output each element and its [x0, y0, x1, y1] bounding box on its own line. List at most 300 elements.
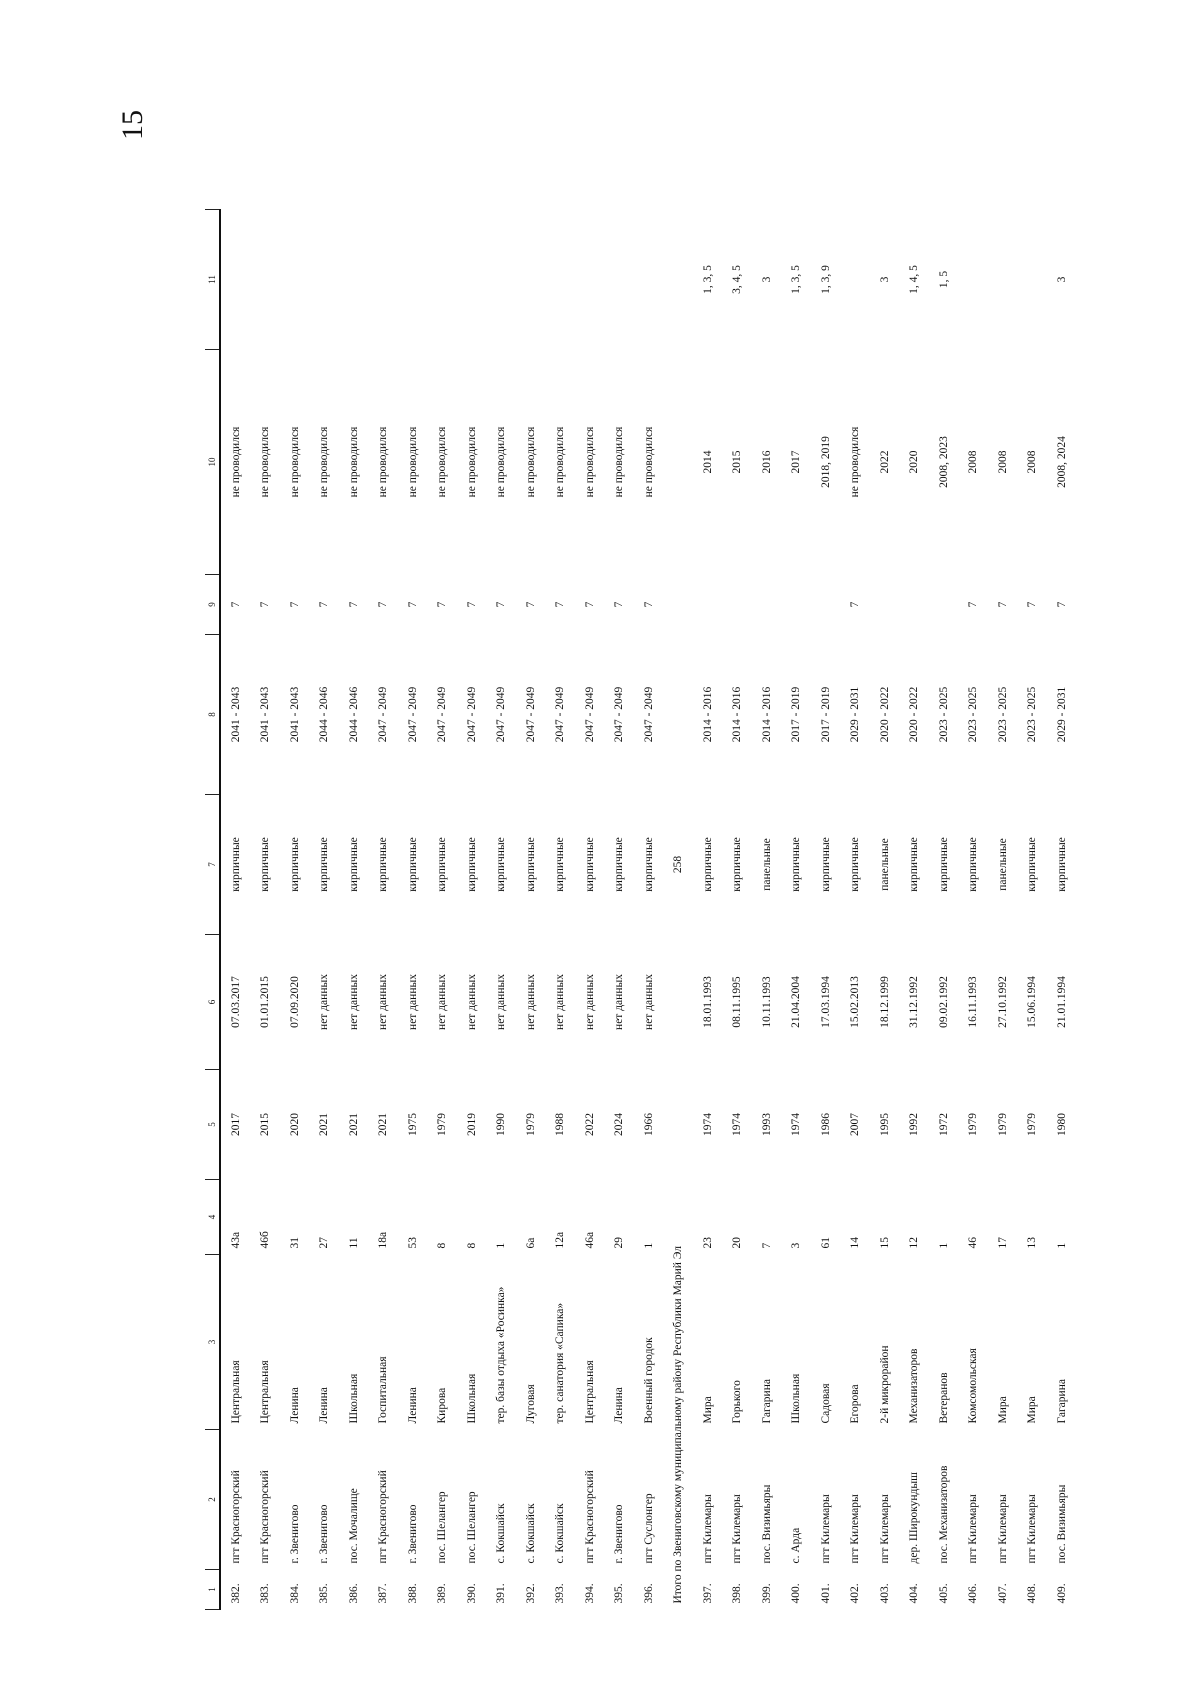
row-number-cell: 407.: [996, 1583, 1009, 1604]
last-repair-cell: 2008, 2024: [1055, 436, 1068, 488]
locality-cell: пгт Суслонгер: [642, 1493, 655, 1564]
table-row: [220, 210, 251, 1610]
house-number-cell: 8: [465, 1242, 478, 1249]
build-year-cell: 1988: [554, 1113, 567, 1136]
locality-cell: пгт Красногорский: [377, 1470, 390, 1564]
row-number-cell: 400.: [790, 1583, 803, 1604]
row-number-cell: 390.: [465, 1583, 478, 1604]
planned-period-cell: 2047 - 2049: [406, 686, 419, 743]
repair-types-cell: [634, 210, 664, 350]
planned-period-cell: 2044 - 2046: [347, 686, 360, 743]
total-value: 258: [672, 855, 685, 874]
repair-types-cell: [1018, 210, 1048, 350]
column-number-header: 4: [205, 1180, 220, 1255]
date-cell: нет данных: [318, 974, 331, 1030]
repair-types-cell: [605, 210, 635, 350]
street-cell: Мира: [996, 1396, 1009, 1424]
build-year-cell: 1975: [406, 1113, 419, 1136]
date-cell: 07.09.2020: [288, 976, 301, 1028]
last-repair-cell: 2008, 2023: [937, 436, 950, 488]
planned-period-cell: 2017 - 2019: [819, 686, 832, 743]
last-repair-cell: не проводился: [495, 426, 508, 498]
column-number-header: 8: [205, 635, 220, 795]
row-number-cell: 403.: [878, 1583, 891, 1604]
date-cell: 31.12.1992: [908, 976, 921, 1028]
locality-cell: пгт Килемары: [731, 1494, 744, 1564]
last-repair-cell: не проводился: [229, 426, 242, 498]
row-number-cell: 385.: [318, 1583, 331, 1604]
date-cell: нет данных: [495, 974, 508, 1030]
street-cell: тер. санатория «Сапика»: [554, 1302, 567, 1424]
row-number-cell: 399.: [760, 1583, 773, 1604]
build-year-cell: 1979: [1026, 1113, 1039, 1136]
row-number-cell: 384.: [288, 1583, 301, 1604]
column-9-cell: 7: [495, 601, 508, 608]
row-number-cell: 392.: [524, 1583, 537, 1604]
planned-period-cell: 2047 - 2049: [642, 686, 655, 743]
build-year-cell: 1966: [642, 1113, 655, 1136]
build-year-cell: 2021: [318, 1113, 331, 1136]
build-year-cell: 1993: [760, 1113, 773, 1136]
last-repair-cell: не проводился: [318, 426, 331, 498]
date-cell: 18.12.1999: [878, 976, 891, 1028]
house-number-cell: 1: [642, 1242, 655, 1249]
planned-period-cell: 2014 - 2016: [731, 686, 744, 743]
build-year-cell: 1974: [790, 1113, 803, 1136]
column-9-cell: 7: [642, 601, 655, 608]
last-repair-cell: 2022: [878, 450, 891, 474]
column-9-cell: 7: [996, 601, 1009, 608]
last-repair-cell: не проводился: [524, 426, 537, 498]
locality-cell: пгт Килемары: [819, 1494, 832, 1564]
house-number-cell: 12: [908, 1237, 921, 1249]
row-number-cell: 388.: [406, 1583, 419, 1604]
build-year-cell: 2017: [229, 1113, 242, 1136]
column-number-header: 1: [205, 1570, 220, 1610]
table-row: [280, 210, 310, 1610]
date-cell: нет данных: [347, 974, 360, 1030]
build-year-cell: 1979: [996, 1113, 1009, 1136]
wall-material-cell: кирпичные: [701, 837, 714, 892]
planned-period-cell: 2029 - 2031: [849, 686, 862, 743]
locality-cell: пгт Килемары: [701, 1494, 714, 1564]
repair-types-cell: [428, 210, 458, 350]
street-cell: Механизаторов: [908, 1348, 921, 1424]
column-9-cell: 7: [465, 601, 478, 608]
build-year-cell: 2020: [288, 1113, 301, 1136]
planned-period-cell: 2023 - 2025: [996, 686, 1009, 743]
last-repair-cell: не проводился: [613, 426, 626, 498]
planned-period-cell: 2041 - 2043: [259, 686, 272, 743]
last-repair-cell: не проводился: [406, 426, 419, 498]
last-repair-cell: не проводился: [377, 426, 390, 498]
row-number-cell: 401.: [819, 1583, 832, 1604]
house-number-cell: 31: [288, 1237, 301, 1249]
street-cell: Гагарина: [1055, 1379, 1068, 1424]
row-number-cell: 391.: [495, 1583, 508, 1604]
locality-cell: пгт Красногорский: [229, 1470, 242, 1564]
street-cell: Ленина: [288, 1387, 301, 1424]
house-number-cell: 29: [613, 1237, 626, 1249]
build-year-cell: 1979: [436, 1113, 449, 1136]
build-year-cell: 1974: [701, 1113, 714, 1136]
street-cell: Садовая: [819, 1383, 832, 1424]
date-cell: нет данных: [554, 974, 567, 1030]
last-repair-cell: не проводился: [288, 426, 301, 498]
date-cell: 09.02.1992: [937, 976, 950, 1028]
wall-material-cell: панельные: [996, 838, 1009, 891]
table-row: [693, 210, 723, 1610]
house-number-cell: 17: [996, 1237, 1009, 1249]
wall-material-cell: кирпичные: [377, 837, 390, 892]
locality-cell: пгт Килемары: [1026, 1494, 1039, 1564]
date-cell: 21.04.2004: [790, 976, 803, 1028]
wall-material-cell: кирпичные: [1055, 837, 1068, 892]
column-number-header: 11: [205, 210, 220, 350]
wall-material-cell: кирпичные: [967, 837, 980, 892]
column-9-cell: 7: [406, 601, 419, 608]
house-number-cell: 14: [849, 1237, 862, 1249]
street-cell: Ленина: [406, 1387, 419, 1424]
planned-period-cell: 2044 - 2046: [318, 686, 331, 743]
house-number-cell: 18а: [377, 1231, 390, 1249]
house-number-cell: 53: [406, 1237, 419, 1249]
row-number-cell: 404.: [908, 1583, 921, 1604]
planned-period-cell: 2047 - 2049: [465, 686, 478, 743]
last-repair-cell: 2008: [996, 450, 1009, 474]
row-number-cell: 393.: [554, 1583, 567, 1604]
build-year-cell: 1992: [908, 1113, 921, 1136]
column-9-cell: 7: [613, 601, 626, 608]
wall-material-cell: кирпичные: [790, 837, 803, 892]
build-year-cell: 2022: [583, 1113, 596, 1136]
wall-material-cell: кирпичные: [613, 837, 626, 892]
locality-cell: пгт Килемары: [967, 1494, 980, 1564]
column-9-cell: 7: [849, 601, 862, 608]
last-repair-cell: не проводился: [436, 426, 449, 498]
last-repair-cell: не проводился: [465, 426, 478, 498]
locality-cell: г. Звенигово: [613, 1504, 626, 1564]
date-cell: 17.03.1994: [819, 976, 832, 1028]
street-cell: 2-й микрорайон: [878, 1345, 891, 1424]
wall-material-cell: панельные: [878, 838, 891, 891]
house-number-cell: 1: [1055, 1242, 1068, 1249]
planned-period-cell: 2014 - 2016: [701, 686, 714, 743]
house-number-cell: 46: [967, 1237, 980, 1249]
wall-material-cell: кирпичные: [347, 837, 360, 892]
wall-material-cell: кирпичные: [495, 837, 508, 892]
column-9-cell: 7: [288, 601, 301, 608]
row-number-cell: 402.: [849, 1583, 862, 1604]
repair-types-cell: 1, 3, 5: [701, 265, 714, 294]
locality-cell: пгт Красногорский: [583, 1470, 596, 1564]
planned-period-cell: 2017 - 2019: [790, 686, 803, 743]
house-number-cell: 7: [760, 1242, 773, 1249]
street-cell: Гагарина: [760, 1379, 773, 1424]
table-row: [841, 210, 871, 1610]
row-number-cell: 383.: [259, 1583, 272, 1604]
table-row: [251, 210, 281, 1610]
house-number-cell: 12а: [554, 1231, 567, 1249]
street-cell: Центральная: [229, 1360, 242, 1424]
repair-types-cell: [487, 210, 517, 350]
table-row: [634, 210, 664, 1610]
street-cell: Ветеранов: [937, 1372, 950, 1424]
wall-material-cell: кирпичные: [731, 837, 744, 892]
repair-types-cell: [546, 210, 576, 350]
column-9-cell: 7: [967, 601, 980, 608]
row-number-cell: 408.: [1026, 1583, 1039, 1604]
wall-material-cell: панельные: [760, 838, 773, 891]
street-cell: Ленина: [318, 1387, 331, 1424]
table-row: [929, 210, 959, 1610]
table-row: [959, 210, 989, 1610]
locality-cell: пос. Шелангер: [465, 1491, 478, 1564]
repair-types-cell: 1, 3, 5: [790, 265, 803, 294]
build-year-cell: 1979: [524, 1113, 537, 1136]
wall-material-cell: кирпичные: [288, 837, 301, 892]
date-cell: 21.01.1994: [1055, 976, 1068, 1028]
column-number-header: 6: [205, 935, 220, 1070]
date-cell: 08.11.1995: [731, 976, 744, 1028]
repair-types-cell: [369, 210, 399, 350]
build-year-cell: 1995: [878, 1113, 891, 1136]
wall-material-cell: кирпичные: [908, 837, 921, 892]
build-year-cell: 2019: [465, 1113, 478, 1136]
date-cell: нет данных: [613, 974, 626, 1030]
table-row: [339, 210, 369, 1610]
street-cell: Ленина: [613, 1387, 626, 1424]
total-row: [664, 210, 694, 1610]
planned-period-cell: 2047 - 2049: [377, 686, 390, 743]
date-cell: нет данных: [377, 974, 390, 1030]
column-9-cell: [752, 575, 782, 635]
repair-types-cell: [339, 210, 369, 350]
date-cell: нет данных: [436, 974, 449, 1030]
column-number-header: 3: [205, 1255, 220, 1430]
row-number-cell: 396.: [642, 1583, 655, 1604]
table-row: [752, 210, 782, 1610]
build-year-cell: 2015: [259, 1113, 272, 1136]
column-9-cell: 7: [583, 601, 596, 608]
locality-cell: г. Звенигово: [288, 1504, 301, 1564]
planned-period-cell: 2047 - 2049: [524, 686, 537, 743]
column-number-header: 7: [205, 795, 220, 935]
wall-material-cell: кирпичные: [583, 837, 596, 892]
table-row: [398, 210, 428, 1610]
row-number-cell: 398.: [731, 1583, 744, 1604]
house-number-cell: 11: [347, 1237, 360, 1249]
column-9-cell: 7: [1026, 601, 1039, 608]
house-number-cell: 46б: [259, 1231, 272, 1249]
planned-period-cell: 2047 - 2049: [436, 686, 449, 743]
planned-period-cell: 2020 - 2022: [878, 686, 891, 743]
house-number-cell: 27: [318, 1237, 331, 1249]
locality-cell: пос. Визимьяры: [1055, 1484, 1068, 1564]
last-repair-cell: 2020: [908, 450, 921, 474]
column-9-cell: 7: [259, 601, 272, 608]
last-repair-cell: не проводился: [554, 426, 567, 498]
house-number-cell: 20: [731, 1237, 744, 1249]
wall-material-cell: кирпичные: [406, 837, 419, 892]
build-year-cell: 1972: [937, 1113, 950, 1136]
column-number-header: 2: [205, 1430, 220, 1570]
planned-period-cell: 2023 - 2025: [967, 686, 980, 743]
street-cell: Егорова: [849, 1384, 862, 1424]
locality-cell: пос. Шелангер: [436, 1491, 449, 1564]
column-number-header: 5: [205, 1070, 220, 1180]
column-number-header: 10: [205, 350, 220, 575]
date-cell: 07.03.2017: [229, 976, 242, 1028]
column-9-cell: [693, 575, 723, 635]
repair-types-cell: 3, 4, 5: [731, 265, 744, 294]
last-repair-cell: 2016: [760, 450, 773, 474]
repair-types-cell: [220, 210, 251, 350]
repair-types-cell: [251, 210, 281, 350]
capital-repair-table: [205, 209, 1077, 1610]
locality-cell: дер. Широкундыш: [908, 1472, 921, 1564]
street-cell: Школьная: [790, 1373, 803, 1424]
repair-types-cell: 3: [1055, 276, 1068, 283]
house-number-cell: 3: [790, 1242, 803, 1249]
last-repair-cell: 2014: [701, 450, 714, 474]
column-9-cell: 7: [1055, 601, 1068, 608]
build-year-cell: 1986: [819, 1113, 832, 1136]
planned-period-cell: 2023 - 2025: [1026, 686, 1039, 743]
date-cell: нет данных: [465, 974, 478, 1030]
locality-cell: с. Арда: [790, 1527, 803, 1564]
wall-material-cell: кирпичные: [259, 837, 272, 892]
street-cell: Мира: [1026, 1396, 1039, 1424]
row-number-cell: 389.: [436, 1583, 449, 1604]
repair-types-cell: [398, 210, 428, 350]
column-9-cell: 7: [377, 601, 390, 608]
column-9-cell: 7: [524, 601, 537, 608]
last-repair-cell: не проводился: [259, 426, 272, 498]
street-cell: Мира: [701, 1396, 714, 1424]
house-number-cell: 1: [937, 1242, 950, 1249]
table-header-row: [205, 210, 220, 1610]
last-repair-cell: 2008: [967, 450, 980, 474]
table-row: [1047, 210, 1077, 1610]
repair-types-cell: [516, 210, 546, 350]
locality-cell: г. Звенигово: [406, 1504, 419, 1564]
repair-types-cell: 3: [760, 276, 773, 283]
date-cell: нет данных: [583, 974, 596, 1030]
column-9-cell: [811, 575, 841, 635]
table-row: [870, 210, 900, 1610]
column-9-cell: [900, 575, 930, 635]
house-number-cell: 1: [495, 1242, 508, 1249]
build-year-cell: 2021: [347, 1113, 360, 1136]
street-cell: Комсомольская: [967, 1348, 980, 1424]
repair-types-cell: [457, 210, 487, 350]
locality-cell: пос. Мочалище: [347, 1488, 360, 1564]
column-9-cell: 7: [318, 601, 331, 608]
repair-types-cell: [841, 210, 871, 350]
wall-material-cell: кирпичные: [642, 837, 655, 892]
column-9-cell: 7: [554, 601, 567, 608]
last-repair-cell: 2015: [731, 450, 744, 474]
house-number-cell: 43а: [229, 1231, 242, 1249]
table-row: [782, 210, 812, 1610]
table-row: [900, 210, 930, 1610]
row-number-cell: 405.: [937, 1583, 950, 1604]
date-cell: нет данных: [642, 974, 655, 1030]
wall-material-cell: кирпичные: [937, 837, 950, 892]
column-9-cell: [782, 575, 812, 635]
date-cell: 16.11.1993: [967, 976, 980, 1028]
date-cell: 27.10.1992: [996, 976, 1009, 1028]
wall-material-cell: кирпичные: [554, 837, 567, 892]
build-year-cell: 2021: [377, 1113, 390, 1136]
row-number-cell: 387.: [377, 1583, 390, 1604]
date-cell: нет данных: [524, 974, 537, 1030]
date-cell: нет данных: [406, 974, 419, 1030]
build-year-cell: 2024: [613, 1113, 626, 1136]
column-9-cell: [723, 575, 753, 635]
total-label: Итого по Звениговскому муниципальному району Республики Марий Эл: [672, 1245, 685, 1604]
house-number-cell: 6а: [524, 1237, 537, 1249]
last-repair-cell: 2018, 2019: [819, 436, 832, 488]
column-9-cell: 7: [436, 601, 449, 608]
locality-cell: с. Кокшайск: [524, 1503, 537, 1564]
row-number-cell: 395.: [613, 1583, 626, 1604]
table-row: [605, 210, 635, 1610]
table-row: [487, 210, 517, 1610]
locality-cell: с. Кокшайск: [495, 1503, 508, 1564]
planned-period-cell: 2029 - 2031: [1055, 686, 1068, 743]
wall-material-cell: кирпичные: [318, 837, 331, 892]
locality-cell: г. Звенигово: [318, 1504, 331, 1564]
locality-cell: пгт Красногорский: [259, 1470, 272, 1564]
repair-types-cell: [988, 210, 1018, 350]
date-cell: 18.01.1993: [701, 976, 714, 1028]
planned-period-cell: 2020 - 2022: [908, 686, 921, 743]
street-cell: Госпитальная: [377, 1356, 390, 1424]
repair-types-cell: 1, 5: [937, 270, 950, 289]
last-repair-cell: 2008: [1026, 450, 1039, 474]
table-row: [546, 210, 576, 1610]
row-number-cell: 409.: [1055, 1583, 1068, 1604]
date-cell: 01.01.2015: [259, 976, 272, 1028]
column-9-cell: 7: [229, 601, 242, 608]
table-row: [811, 210, 841, 1610]
planned-period-cell: 2023 - 2025: [937, 686, 950, 743]
row-number-cell: 382.: [229, 1583, 242, 1604]
wall-material-cell: кирпичные: [524, 837, 537, 892]
table-row: [428, 210, 458, 1610]
planned-period-cell: 2041 - 2043: [288, 686, 301, 743]
planned-period-cell: 2041 - 2043: [229, 686, 242, 743]
column-9-cell: 7: [347, 601, 360, 608]
repair-types-cell: [310, 210, 340, 350]
street-cell: Школьная: [465, 1373, 478, 1424]
house-number-cell: 61: [819, 1237, 832, 1249]
street-cell: Центральная: [259, 1360, 272, 1424]
table-row: [369, 210, 399, 1610]
house-number-cell: 15: [878, 1237, 891, 1249]
locality-cell: пос. Визимьяры: [760, 1484, 773, 1564]
planned-period-cell: 2047 - 2049: [613, 686, 626, 743]
column-9-cell: [870, 575, 900, 635]
table-row: [988, 210, 1018, 1610]
row-number-cell: 394.: [583, 1583, 596, 1604]
wall-material-cell: кирпичные: [436, 837, 449, 892]
planned-period-cell: 2047 - 2049: [583, 686, 596, 743]
build-year-cell: 1990: [495, 1113, 508, 1136]
wall-material-cell: кирпичные: [1026, 837, 1039, 892]
